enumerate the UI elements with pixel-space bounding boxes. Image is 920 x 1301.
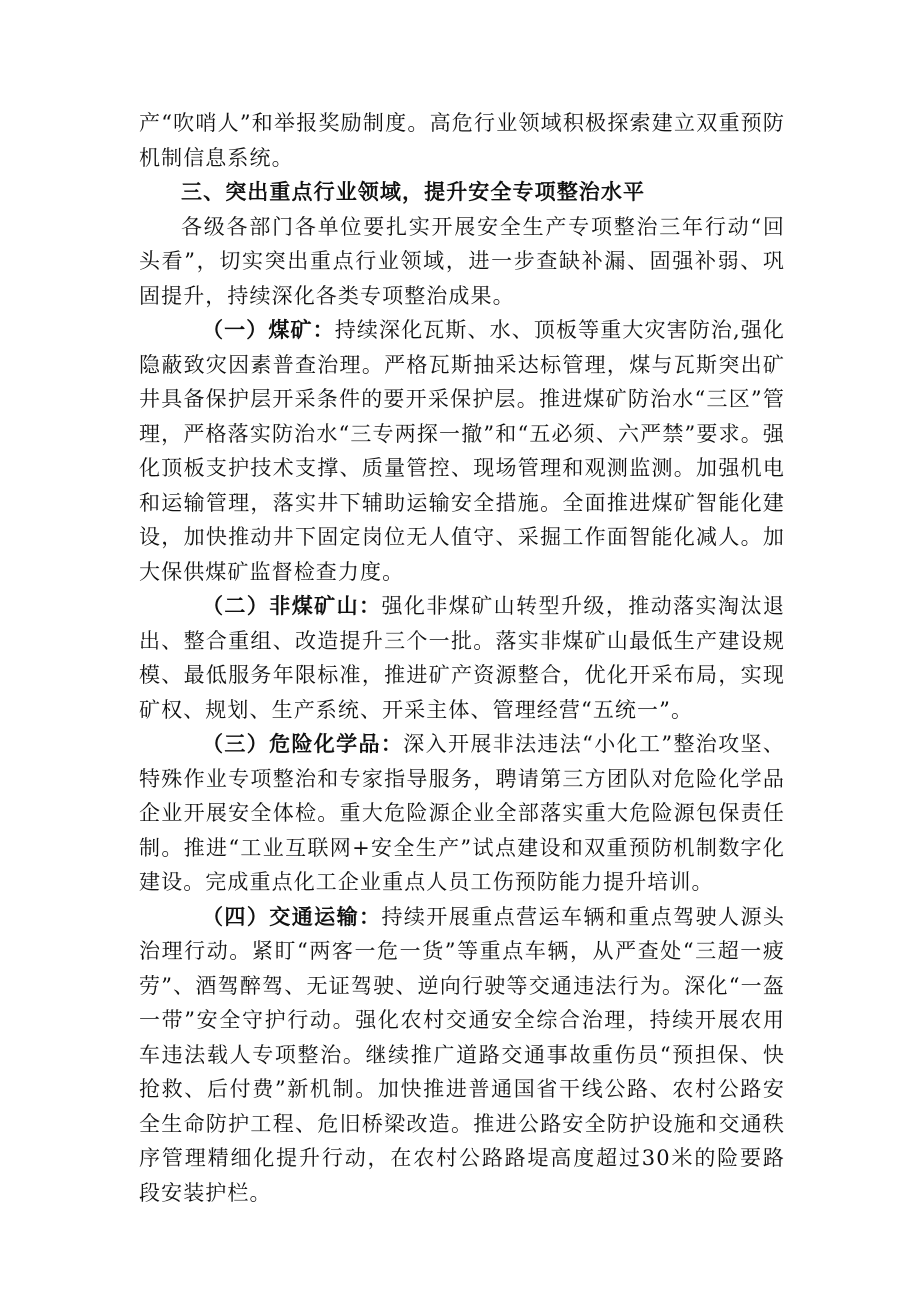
item-coal-mine-lead: （一）煤矿： [202, 318, 335, 342]
item-transportation [139, 900, 785, 1211]
item-coal-mine-text: 持续深化瓦斯、水、顶板等重大灾害防治,强化隐蔽致灾因素普查治理。严格瓦斯抽采达标管理，煤与瓦斯突出矿井具备保护层开采条件的要开采保护层。推进煤矿防治水“三区”管理，严格落实防治水“三专两探一撤”和“五必须、六严禁”要求。强化顶板支护技术支撑、质量管控、现场管理和观测监测。加强机电和运输管理，落实井下辅助运输安全措施。全面推进煤矿智能化建设，加快推动井下固定岗位无人值守、采掘工作面智能化减人。加大保供煤矿监督检查力度。 [139, 318, 785, 584]
section-intro-paragraph: 各级各部门各单位要扎实开展安全生产专项整治三年行动“回头看”，切实突出重点行业领域，进一步查缺补漏、固强补弱、巩固提升，持续深化各类专项整治成果。 [139, 214, 785, 308]
item-coal-mine [139, 313, 785, 589]
item-hazardous-chemicals [139, 727, 785, 900]
item-transportation-text: 持续开展重点营运车辆和重点驾驶人源头治理行动。紧盯“两客一危一货”等重点车辆，从严查处“三超一疲劳”、酒驾醉驾、无证驾驶、逆向行驶等交通违法行为。深化“一盔一带”安全守护行动。强化农村交通安全综合治理，持续开展农用车违法载人专项整治。继续推广道路交通事故重伤员“预担保、快抢救、后付费”新机制。加快推进普通国省干线公路、农村公路安全生命防护工程、危旧桥梁改造。推进公路安全防护设施和交通秩序管理精细化提升行动，在农村公路路堤高度超过30米的险要路段安装护栏。 [139, 904, 785, 1205]
item-hazardous-chemicals-lead: （三）危险化学品： [202, 732, 404, 756]
item-hazardous-chemicals-text: 深入开展非法违法“小化工”整治攻坚、特殊作业专项整治和专家指导服务，聘请第三方团队对危险化学品企业开展安全体检。重大危险源企业全部落实重大危险源包保责任制。推进“工业互联网+安全生产”试点建设和双重预防机制数字化建设。完成重点化工企业重点人员工伤预防能力提升培训。 [139, 732, 785, 894]
document-page [139, 106, 785, 1210]
item-non-coal-mine-lead: （二）非煤矿山： [202, 594, 382, 618]
item-transportation-lead: （四）交通运输： [202, 904, 382, 929]
intro-continuation-paragraph: 产“吹哨人”和举报奖励制度。高危行业领域积极探索建立双重预防机制信息系统。 [139, 111, 785, 170]
section-heading: 三、突出重点行业领域，提升安全专项整治水平 [181, 180, 646, 204]
item-non-coal-mine [139, 589, 785, 727]
item-non-coal-mine-text: 强化非煤矿山转型升级，推动落实淘汰退出、整合重组、改造提升三个一批。落实非煤矿山最低生产建设规模、最低服务年限标准，推进矿产资源整合，优化开采布局，实现矿权、规划、生产系统、开采主体、管理经营“五统一”。 [139, 594, 785, 722]
